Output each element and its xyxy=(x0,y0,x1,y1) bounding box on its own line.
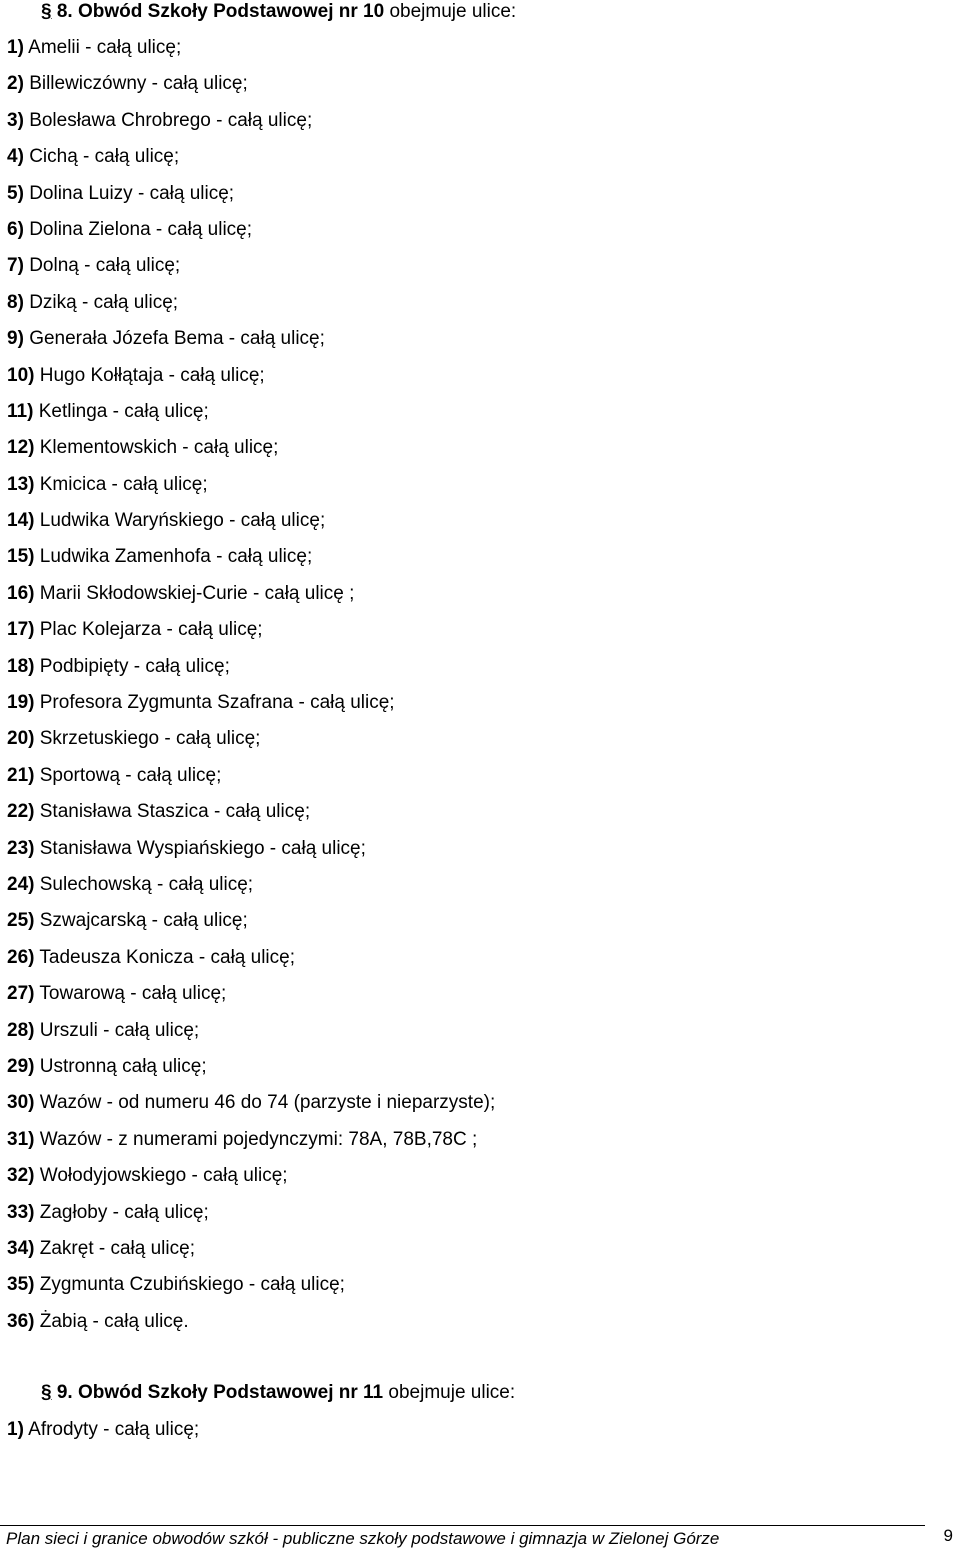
street-name: Plac Kolejarza - całą ulicę; xyxy=(39,619,263,641)
item-number: 11) xyxy=(7,400,34,422)
item-number: 7) xyxy=(7,255,24,277)
list-item xyxy=(7,1128,495,1164)
street-name: Ludwika Waryńskiego - całą ulicę; xyxy=(39,510,326,532)
street-name: Żabią - całą ulicę. xyxy=(39,1310,189,1332)
street-name: Stanisława Staszica - całą ulicę; xyxy=(39,801,311,823)
item-number: 18) xyxy=(7,655,35,677)
street-name: Dolną - całą ulicę; xyxy=(29,255,181,277)
item-number: 4) xyxy=(7,146,24,168)
list-item xyxy=(7,691,495,727)
list-item xyxy=(7,72,495,108)
list-item xyxy=(7,473,495,509)
list-item xyxy=(7,1237,495,1273)
street-name: Stanisława Wyspiańskiego - całą ulicę; xyxy=(39,837,366,859)
section-8-street-list xyxy=(7,36,495,1346)
list-item xyxy=(7,764,495,800)
street-name: Szwajcarską - całą ulicę; xyxy=(39,910,248,932)
list-item xyxy=(7,1310,495,1346)
item-number: 21) xyxy=(7,764,35,786)
item-number: 17) xyxy=(7,619,35,641)
item-number: 25) xyxy=(7,910,35,932)
street-name: Urszuli - całą ulicę; xyxy=(39,1019,200,1041)
item-number: 28) xyxy=(7,1019,35,1041)
item-number: 23) xyxy=(7,837,35,859)
list-item xyxy=(7,1273,495,1309)
street-name: Skrzetuskiego - całą ulicę; xyxy=(39,728,261,750)
item-number: 1) xyxy=(7,37,24,58)
section-8-heading xyxy=(41,0,516,24)
item-number: 16) xyxy=(7,582,35,604)
list-item xyxy=(7,36,495,72)
item-number: 26) xyxy=(7,946,35,968)
list-item xyxy=(7,909,495,945)
item-number: 20) xyxy=(7,728,35,750)
item-number: 29) xyxy=(7,1055,35,1077)
street-name: Cichą - całą ulicę; xyxy=(29,146,180,168)
list-item xyxy=(7,982,495,1018)
list-item xyxy=(7,400,495,436)
item-number: 8) xyxy=(7,291,24,313)
list-item xyxy=(7,1164,495,1200)
list-item xyxy=(7,509,495,545)
item-number: 36) xyxy=(7,1310,35,1332)
item-number: 15) xyxy=(7,546,35,568)
list-item xyxy=(7,218,495,254)
item-number: 6) xyxy=(7,218,24,240)
list-item xyxy=(7,618,495,654)
item-number: 10) xyxy=(7,364,35,386)
section-number: 9. xyxy=(56,1382,73,1403)
street-name: Billewiczówny - całą ulicę; xyxy=(29,73,248,95)
street-name: Zakręt - całą ulicę; xyxy=(39,1237,195,1259)
list-item xyxy=(7,873,495,909)
item-number: 5) xyxy=(7,182,24,204)
section-symbol: § xyxy=(41,1,52,22)
list-item xyxy=(7,1019,495,1055)
list-item xyxy=(7,582,495,618)
list-item xyxy=(7,1418,199,1454)
street-name: Podbipięty - całą ulicę; xyxy=(39,655,230,677)
section-title-rest: obejmuje ulice: xyxy=(388,1382,516,1403)
street-name: Dolina Luizy - całą ulicę; xyxy=(29,182,235,204)
list-item xyxy=(7,800,495,836)
item-number: 2) xyxy=(7,73,24,95)
street-name: Marii Skłodowskiej-Curie - całą ulicę ; xyxy=(39,582,355,604)
item-number: 33) xyxy=(7,1201,35,1223)
street-name: Sportową - całą ulicę; xyxy=(39,764,222,786)
street-name: Generała Józefa Bema - całą ulicę; xyxy=(29,328,325,350)
street-name: Zygmunta Czubińskiego - całą ulicę; xyxy=(39,1274,345,1296)
footer-title: Plan sieci i granice obwodów szkół - publiczne szkoły podstawowe i gimnazja w Zielonej Górze xyxy=(6,1529,720,1548)
street-name: Dziką - całą ulicę; xyxy=(29,291,179,313)
item-number: 1) xyxy=(7,1419,24,1440)
street-name: Bolesława Chrobrego - całą ulicę; xyxy=(29,109,313,131)
item-number: 22) xyxy=(7,801,35,823)
item-number: 32) xyxy=(7,1165,35,1187)
street-name: Hugo Kołłątaja - całą ulicę; xyxy=(39,364,265,386)
street-name: Zagłoby - całą ulicę; xyxy=(39,1201,209,1223)
section-title: Obwód Szkoły Podstawowej nr 11 xyxy=(78,1382,384,1403)
item-number: 13) xyxy=(7,473,35,495)
street-name: Ludwika Zamenhofa - całą ulicę; xyxy=(39,546,313,568)
list-item xyxy=(7,837,495,873)
page-number: 9 xyxy=(943,1526,953,1545)
footer-divider xyxy=(0,1525,925,1526)
list-item xyxy=(7,182,495,218)
item-number: 30) xyxy=(7,1092,35,1114)
street-name: Wazów - od numeru 46 do 74 (parzyste i nieparzyste); xyxy=(39,1092,496,1114)
list-item xyxy=(7,655,495,691)
street-name: Kmicica - całą ulicę; xyxy=(39,473,208,495)
item-number: 35) xyxy=(7,1274,35,1296)
section-9-street-list xyxy=(7,1418,199,1454)
list-item xyxy=(7,145,495,181)
list-item xyxy=(7,1201,495,1237)
street-name: Ketlinga - całą ulicę; xyxy=(38,400,209,422)
section-number: 8. xyxy=(56,1,73,22)
list-item xyxy=(7,291,495,327)
street-name: Profesora Zygmunta Szafrana - całą ulicę; xyxy=(39,692,395,714)
item-number: 24) xyxy=(7,873,35,895)
list-item xyxy=(7,109,495,145)
section-title: Obwód Szkoły Podstawowej nr 10 xyxy=(78,1,385,22)
item-number: 12) xyxy=(7,437,35,459)
item-number: 27) xyxy=(7,983,35,1005)
item-number: 19) xyxy=(7,692,35,714)
item-number: 9) xyxy=(7,328,24,350)
item-number: 31) xyxy=(7,1128,35,1150)
section-title-rest: obejmuje ulice: xyxy=(389,1,517,22)
item-number: 3) xyxy=(7,109,24,131)
street-name: Afrodyty - całą ulicę; xyxy=(28,1419,200,1440)
street-name: Towarową - całą ulicę; xyxy=(39,983,227,1005)
street-name: Ustronną całą ulicę; xyxy=(39,1055,207,1077)
street-name: Wazów - z numerami pojedynczymi: 78A, 78B,78C ; xyxy=(39,1128,478,1150)
list-item xyxy=(7,327,495,363)
list-item xyxy=(7,436,495,472)
street-name: Sulechowską - całą ulicę; xyxy=(39,873,254,895)
list-item xyxy=(7,946,495,982)
item-number: 34) xyxy=(7,1237,35,1259)
list-item xyxy=(7,1055,495,1091)
list-item xyxy=(7,727,495,763)
list-item xyxy=(7,364,495,400)
street-name: Amelii - całą ulicę; xyxy=(28,37,182,58)
list-item xyxy=(7,254,495,290)
street-name: Tadeusza Konicza - całą ulicę; xyxy=(39,946,295,968)
list-item xyxy=(7,1091,495,1127)
section-9-heading xyxy=(41,1381,515,1405)
street-name: Dolina Zielona - całą ulicę; xyxy=(29,218,253,240)
street-name: Wołodyjowskiego - całą ulicę; xyxy=(39,1165,288,1187)
item-number: 14) xyxy=(7,510,35,532)
street-name: Klementowskich - całą ulicę; xyxy=(39,437,279,459)
list-item xyxy=(7,545,495,581)
section-symbol: § xyxy=(41,1382,52,1403)
